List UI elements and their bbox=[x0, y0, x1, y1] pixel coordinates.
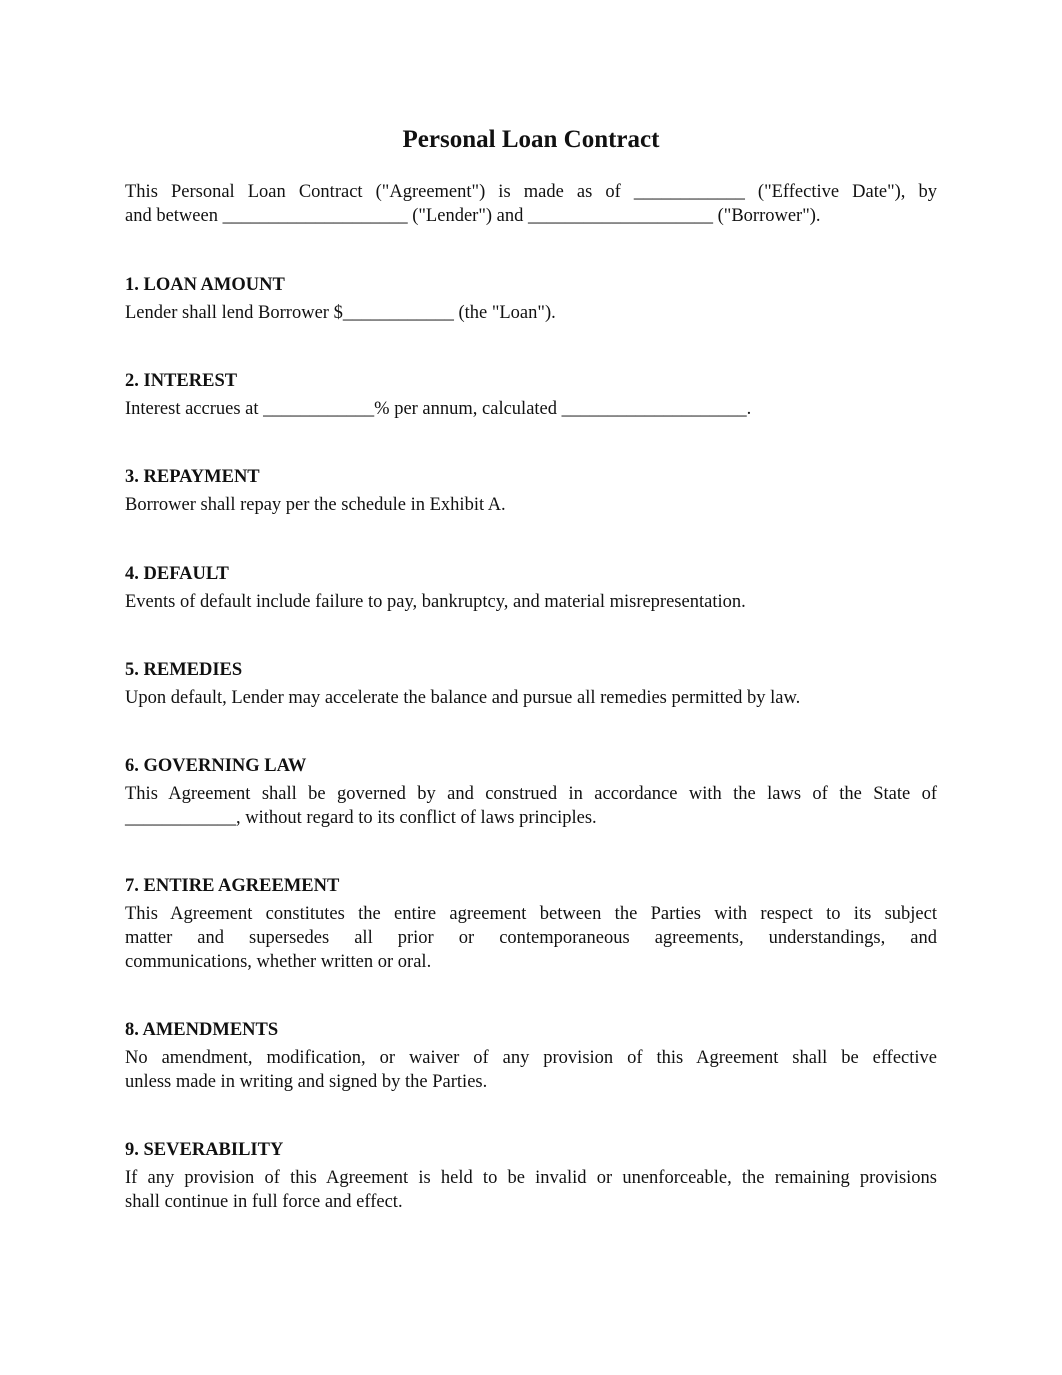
section-heading-amendments: 8. AMENDMENTS bbox=[125, 1020, 279, 1040]
section-line: Lender shall lend Borrower $____________ (the "Loan"). bbox=[125, 303, 556, 323]
section-heading-remedies: 5. REMEDIES bbox=[125, 660, 243, 680]
section-line: unless made in writing and signed by the Parties. bbox=[125, 1072, 488, 1092]
intro-line: and between ____________________ ("Lender") and ____________________ ("Borrower"). bbox=[125, 206, 821, 226]
section-line: This Agreement constitutes the entire agreement between the Parties with respect to its subject bbox=[125, 904, 937, 924]
section-heading-governing-law: 6. GOVERNING LAW bbox=[125, 756, 307, 776]
section-line: Upon default, Lender may accelerate the balance and pursue all remedies permitted by law. bbox=[125, 688, 801, 708]
section-line: shall continue in full force and effect. bbox=[125, 1192, 403, 1212]
section-body-loan-amount bbox=[125, 301, 937, 325]
section-heading-repayment: 3. REPAYMENT bbox=[125, 467, 260, 487]
section-line: ____________, without regard to its conflict of laws principles. bbox=[125, 808, 597, 828]
section-line: If any provision of this Agreement is held to be invalid or unenforceable, the remaining provisions bbox=[125, 1168, 937, 1188]
intro-paragraph bbox=[125, 180, 937, 228]
section-body-amendments bbox=[125, 1046, 937, 1094]
section-line: Borrower shall repay per the schedule in Exhibit A. bbox=[125, 495, 506, 515]
section-body-entire-agreement bbox=[125, 902, 937, 974]
section-heading-default: 4. DEFAULT bbox=[125, 564, 229, 584]
section-body-repayment bbox=[125, 493, 937, 517]
section-body-interest bbox=[125, 397, 937, 421]
section-line: This Agreement shall be governed by and construed in accordance with the laws of the State of bbox=[125, 784, 937, 804]
section-line: Events of default include failure to pay, bankruptcy, and material misrepresentation. bbox=[125, 592, 746, 612]
section-heading-loan-amount: 1. LOAN AMOUNT bbox=[125, 275, 285, 295]
section-line: No amendment, modification, or waiver of any provision of this Agreement shall be effective bbox=[125, 1048, 937, 1068]
section-line: communications, whether written or oral. bbox=[125, 952, 432, 972]
section-heading-interest: 2. INTEREST bbox=[125, 371, 238, 391]
document-title: Personal Loan Contract bbox=[402, 126, 660, 153]
section-heading-severability: 9. SEVERABILITY bbox=[125, 1140, 284, 1160]
section-line: matter and supersedes all prior or contemporaneous agreements, understandings, and bbox=[125, 928, 937, 948]
section-line: Interest accrues at ____________% per annum, calculated ____________________. bbox=[125, 399, 752, 419]
section-body-remedies bbox=[125, 686, 937, 710]
intro-line: This Personal Loan Contract ("Agreement") is made as of ____________ ("Effective Date"), by bbox=[125, 182, 937, 202]
section-body-severability bbox=[125, 1166, 937, 1214]
section-heading-entire-agreement: 7. ENTIRE AGREEMENT bbox=[125, 876, 340, 896]
section-body-default bbox=[125, 590, 937, 614]
section-body-governing-law bbox=[125, 782, 937, 830]
